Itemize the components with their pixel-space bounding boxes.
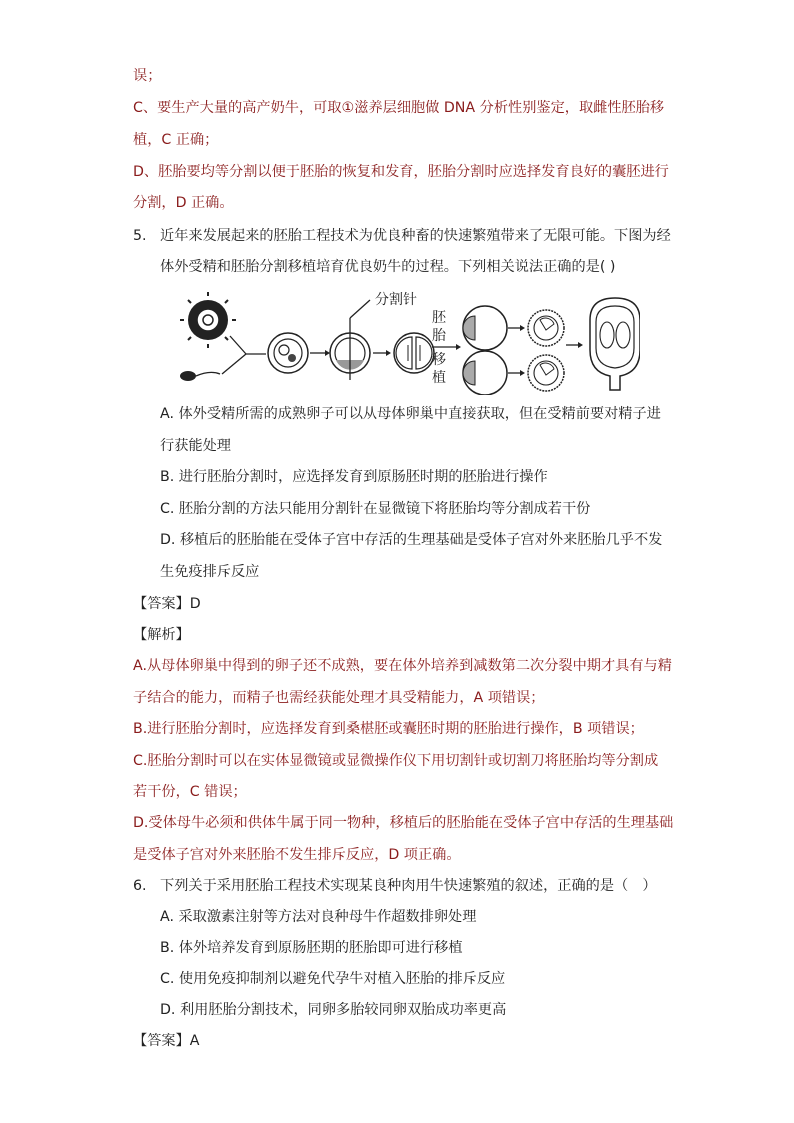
prev-analysis-d-line1: D、胚胎要均等分割以便于胚胎的恢复和发育，胚胎分割时应选择发育良好的囊胚进行 bbox=[133, 164, 669, 180]
answer-label: 【答案】 bbox=[133, 1033, 190, 1049]
analysis-b: B.进行胚胎分割时，应选择发育到桑椹胚或囊胚时期的胚胎进行操作，B 项错误； bbox=[133, 721, 644, 737]
prev-analysis-d-line2: 分割，D 正确。 bbox=[133, 195, 234, 211]
analysis-c-line2: 若干份，C 错误； bbox=[133, 784, 247, 800]
answer-label: 【答案】 bbox=[133, 596, 190, 612]
zygote-icon bbox=[268, 333, 308, 373]
question-6-option-b: B. 体外培养发育到原肠胚期的胚胎即可进行移植 bbox=[160, 940, 463, 956]
uterus-twins-icon bbox=[590, 298, 640, 390]
developing-embryo-bottom-icon bbox=[528, 355, 564, 391]
question-5-option-a-line2: 行获能处理 bbox=[160, 438, 231, 454]
question-6-answer bbox=[133, 1031, 199, 1051]
analysis-a-line2: 子结合的能力，而精子也需经获能处理才具受精能力，A 项错误； bbox=[133, 690, 545, 706]
question-5-answer bbox=[133, 594, 201, 614]
analysis-d-line2: 是受体子宫对外来胚胎不发生排斥反应，D 项正确。 bbox=[133, 847, 461, 863]
answer-value: D bbox=[189, 596, 201, 612]
question-5-option-a-line1: A. 体外受精所需的成熟卵子可以从母体卵巢中直接获取，但在受精前要对精子进 bbox=[160, 406, 661, 422]
question-6-option-c: C. 使用免疫抑制剂以避免代孕牛对植入胚胎的排斥反应 bbox=[160, 971, 506, 987]
embryo-splitting-figure bbox=[170, 290, 640, 395]
analysis-a-line1: A.从母体卵巢中得到的卵子还不成熟，要在体外培养到减数第二次分裂中期才具有与精 bbox=[133, 658, 672, 674]
question-6-stem: 下列关于采用胚胎工程技术实现某良种肉用牛快速繁殖的叙述，正确的是（ ） bbox=[160, 878, 657, 894]
transferred-embryo-top-icon bbox=[463, 306, 507, 350]
question-5-stem-line2: 体外受精和胚胎分割移植培育优良奶牛的过程。下列相关说法正确的是( ) bbox=[160, 259, 616, 275]
question-6-number: 6. bbox=[133, 878, 147, 894]
analysis-d-line1: D.受体母牛必须和供体牛属于同一物种，移植后的胚胎能在受体子宫中存活的生理基础 bbox=[133, 815, 674, 831]
question-5-stem-line1: 近年来发展起来的胚胎工程技术为优良种畜的快速繁殖带来了无限可能。下图为经 bbox=[160, 228, 671, 244]
cutting-needle-label: 分割针 bbox=[375, 292, 417, 308]
prev-analysis-line: 误； bbox=[133, 68, 162, 84]
embryo-transfer-label bbox=[432, 310, 447, 386]
question-5-option-d-line2: 生免疫排斥反应 bbox=[160, 564, 260, 580]
oocyte-icon bbox=[180, 292, 236, 348]
question-5-analysis-label: 【解析】 bbox=[133, 627, 190, 643]
question-5-option-d-line1: D. 移植后的胚胎能在受体子宫中存活的生理基础是受体子宫对外来胚胎几乎不发 bbox=[160, 532, 663, 548]
developing-embryo-top-icon bbox=[528, 310, 564, 346]
split-embryo-halves-icon bbox=[394, 333, 434, 373]
svg-text:植: 植 bbox=[432, 370, 446, 386]
question-5-option-b: B. 进行胚胎分割时，应选择发育到原肠胚时期的胚胎进行操作 bbox=[160, 469, 548, 485]
sperm-icon bbox=[180, 371, 220, 381]
merge-lines bbox=[222, 336, 266, 374]
answer-value: A bbox=[189, 1033, 200, 1049]
blastocyst-split-icon bbox=[330, 300, 370, 380]
svg-text:胎: 胎 bbox=[432, 328, 446, 344]
prev-analysis-c-line2: 植，C 正确； bbox=[133, 132, 219, 148]
question-6-option-d: D. 利用胚胎分割技术，同卵多胎较同卵双胎成功率更高 bbox=[160, 1002, 507, 1018]
prev-analysis-c-line1: C、要生产大量的高产奶牛，可取①滋养层细胞做 DNA 分析性别鉴定，取雌性胚胎移 bbox=[133, 100, 665, 116]
svg-text:移: 移 bbox=[432, 352, 446, 368]
analysis-c-line1: C.胚胎分割时可以在实体显微镜或显微操作仪下用切割针或切割刀将胚胎均等分割成 bbox=[133, 753, 659, 769]
question-5-option-c: C. 胚胎分割的方法只能用分割针在显微镜下将胚胎均等分割成若干份 bbox=[160, 501, 591, 517]
svg-text:胚: 胚 bbox=[432, 310, 446, 326]
transferred-embryo-bottom-icon bbox=[463, 351, 507, 395]
question-5-number: 5. bbox=[133, 228, 147, 244]
question-6-option-a: A. 采取激素注射等方法对良种母牛作超数排卵处理 bbox=[160, 909, 477, 925]
